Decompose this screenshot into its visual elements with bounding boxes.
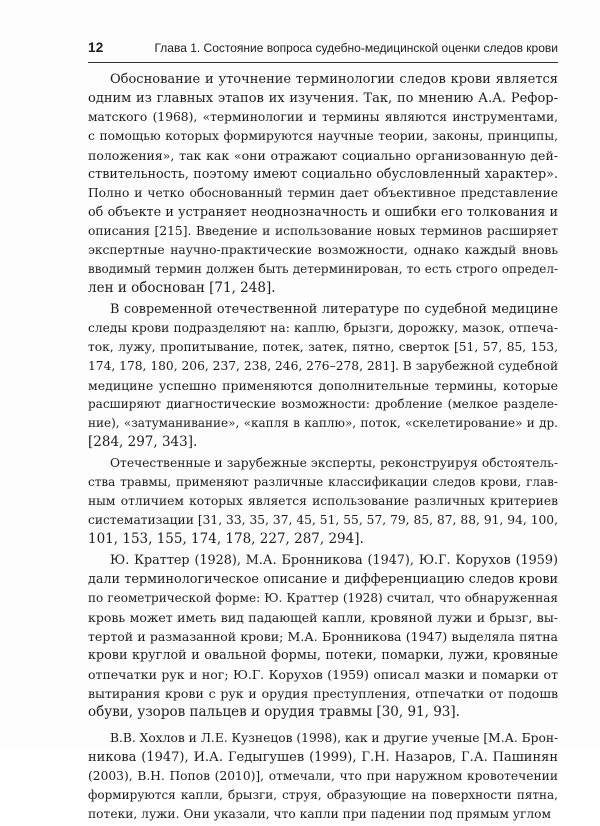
text-line: обуви, узоров пальцев и орудия травмы [30, 91, 93]. xyxy=(88,704,460,720)
text-line: ным отличием которых является использование различных критериев xyxy=(88,494,558,508)
text-line: Полно и четко обоснованный термин дает объективное представление xyxy=(88,186,558,200)
text-line: вытирания крови с рук и орудия преступления, отпечатки от подошв xyxy=(88,686,558,701)
paragraph xyxy=(88,551,558,722)
text-line: ток, лужу, пропитывание, потек, затек, пятно, сверток [51, 57, 85, 153, xyxy=(88,340,558,354)
text-line: положения», так как «они отражают социально организованную дей- xyxy=(88,148,558,163)
text-line: вводимый термин должен быть детерминирован, то есть строго определ- xyxy=(88,262,558,276)
text-line: медицине успешно применяются дополнительные термины, которые xyxy=(88,378,558,393)
text-line: В современной отечественной литературе по судебной медицине xyxy=(110,302,558,317)
text-line: (2003), В.Н. Попов (2010)], отмечали, что при наружном кровотечении xyxy=(88,769,558,783)
text-line: ства травмы, применяют различные классификации следов крови, глав- xyxy=(88,475,558,489)
text-line: крови круглой и овальной формы, потеки, помарки, лужи, кровяные xyxy=(88,648,558,663)
text-line: В.В. Хохлов и Л.Е. Кузнецов (1998), как и другие ученые [М.А. Брон- xyxy=(110,731,559,745)
paragraph xyxy=(88,454,558,549)
page-number: 12 xyxy=(88,40,104,55)
text-line: экспертные научно-практические возможности, однако каждый вновь xyxy=(88,243,558,257)
text-line: с помощью которых формируются научные теории, законы, принципы, xyxy=(88,129,558,143)
text-line: лен и обоснован [71, 248]. xyxy=(88,280,276,296)
paragraph xyxy=(88,300,558,452)
text-line: ние), «затуманивание», «капля в каплю», поток, «скелетирование» и др. xyxy=(88,416,558,430)
text-line: ствительность, поэтому имеют социально обусловленный характер». xyxy=(88,167,558,182)
text-line: 174, 178, 180, 206, 237, 238, 246, 276–278, 281]. В зарубежной судебной xyxy=(88,359,559,373)
body-text xyxy=(88,70,558,826)
text-line: об объекте и устраняет неоднозначность и ошибки его толкования и xyxy=(88,205,558,220)
paragraph xyxy=(88,70,558,298)
text-line: [284, 297, 343]. xyxy=(88,434,198,450)
text-line: Ю. Краттер (1928), М.А. Бронникова (1947), Ю.Г. Корухов (1959) xyxy=(110,553,558,568)
text-line: следы крови подразделяют на: каплю, брызги, дорожку, мазок, отпеча- xyxy=(88,321,558,335)
text-line: кровь может иметь вид падающей капли, кровяной лужи и брызг, вы- xyxy=(88,610,558,625)
text-line: Отечественные и зарубежные эксперты, реконструируя обстоятель- xyxy=(110,456,558,470)
page-header xyxy=(88,40,558,58)
running-title: Глава 1. Состояние вопроса судебно-медицинской оценки следов крови xyxy=(154,41,558,55)
text-line: систематизации [31, 33, 35, 37, 45, 51, 55, 57, 79, 85, 87, 88, 91, 94, 100, xyxy=(88,513,558,527)
header-rule xyxy=(88,62,558,63)
text-line: 101, 153, 155, 174, 178, 227, 287, 294]. xyxy=(88,531,364,547)
text-line: описания [215]. Введение и использование новых терминов расширяет xyxy=(88,224,558,238)
text-line: матского (1968), «терминологии и термины являются инструментами, xyxy=(88,110,558,124)
text-line: формируются капли, брызги, струя, образующие на поверхности пятна, xyxy=(88,788,558,802)
text-line: отпечатки рук и ног; Ю.Г. Корухов (1959) описал мазки и помарки от xyxy=(88,667,558,682)
text-line: Обоснование и уточнение терминологии следов крови является xyxy=(110,72,558,87)
text-line: по геометрической форме: Ю. Краттер (1928) считал, что обнаруженная xyxy=(88,591,558,605)
text-line: расширяют диагностические возможности: дробление (мелкое разделе- xyxy=(88,397,558,411)
text-line: тертой и размазанной крови; М.А. Бронникова (1947) выделяла пятна xyxy=(88,629,558,644)
paragraph xyxy=(88,729,558,824)
text-line: дали терминологическое описание и дифференциацию следов крови xyxy=(88,572,558,587)
text-line: потеки, лужи. Они указали, что капли при падении под прямым углом xyxy=(88,807,552,821)
text-line: одним из главных этапов их изучения. Так, по мнению А.А. Рефор- xyxy=(88,91,558,106)
text-line: никова (1947), И.А. Гедыгушев (1999), Г.Н. Назаров, Г.А. Пашинян xyxy=(88,750,558,765)
